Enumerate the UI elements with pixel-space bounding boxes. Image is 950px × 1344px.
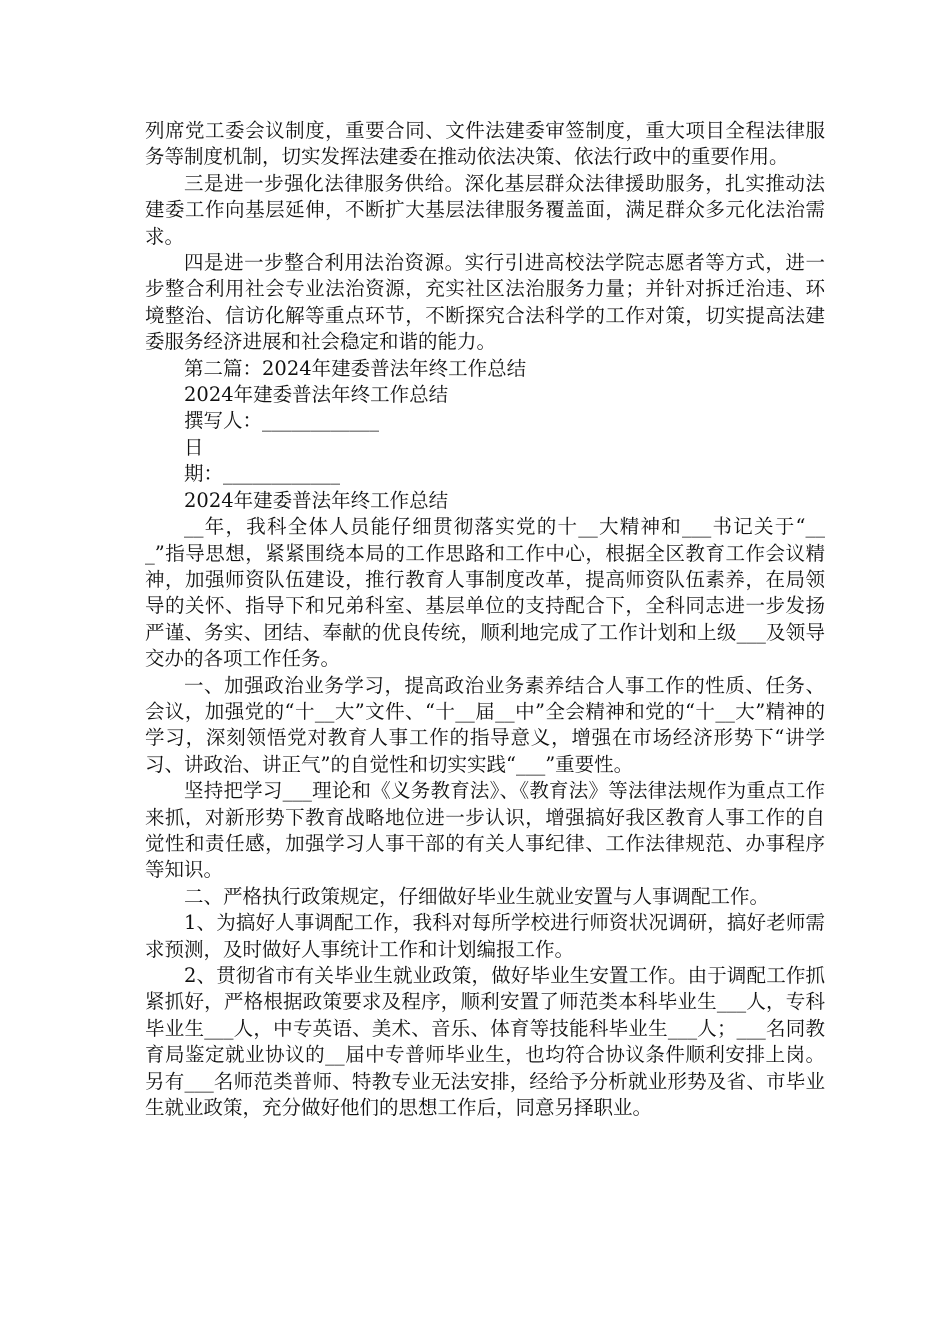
section-title: 第二篇：2024年建委普法年终工作总结 [184, 356, 527, 380]
paragraph-intro: __年，我科全体人员能仔细贯彻落实党的十__大精神和___书记关于“___”指导思想，紧紧围绕本局的工作思路和工作中心，根据全区教育工作会议精神，加强师资队伍建设，推行教育人事制度改革，提高师资队伍素养，在局领导的关怀、指导下和兄弟科室、基层单位的支持配合下，全科同志进一步发扬严谨、务实、团结、奉献的优良传统，顺利地完成了工作计划和上级___及领导交办的各项工作任务。 [145, 515, 825, 671]
paragraph-item-2: 2、贯彻省市有关毕业生就业政策，做好毕业生安置工作。由于调配工作抓紧抓好，严格根据政策要求及程序，顺利安置了师范类本科毕业生___人，专科毕业生___人，中专英语、美术、音乐、体育等技能科毕业生___人；___名同教育局鉴定就业协议的__届中专普师毕业生，也均符合协议条件顺利安排上岗。另有___名师范类普师、特教专业无法安排，经给予分析就业形势及省、市毕业生就业政策，充分做好他们的思想工作后，同意另择职业。 [145, 964, 825, 1120]
document-subtitle: 2024年建委普法年终工作总结 [184, 488, 449, 512]
paragraph-legal-services: 三是进一步强化法律服务供给。深化基层群众法律援助服务，扎实推动法建委工作向基层延伸，不断扩大基层法律服务覆盖面，满足群众多元化法治需求。 [145, 171, 825, 248]
paragraph-item-1: 1、为搞好人事调配工作，我科对每所学校进行师资状况调研，搞好老师需求预测，及时做好人事统计工作和计划编报工作。 [145, 911, 825, 961]
paragraph-political-study: 一、加强政治业务学习，提高政治业务素养结合人事工作的性质、任务、会议，加强党的“十__大”文件、“十__届__中”全会精神和党的“十__大”精神的学习，深刻领悟党对教育人事工作的指导意义，增强在市场经济形势下“讲学习、讲政治、讲正气”的自觉性和切实实践“___”重要性。 [145, 673, 825, 776]
paragraph-policy-heading: 二、严格执行政策规定，仔细做好毕业生就业安置与人事调配工作。 [184, 884, 770, 908]
author-line: 撰写人：____________ [184, 409, 380, 433]
paragraph-legal-resources: 四是进一步整合利用法治资源。实行引进高校法学院志愿者等方式，进一步整合利用社会专业法治资源，充实社区法治服务力量；并针对拆迁治违、环境整治、信访化解等重点环节，不断探究合法科学的工作对策，切实提高法建委服务经济进展和社会稳定和谐的能力。 [145, 251, 825, 354]
document-title: 2024年建委普法年终工作总结 [184, 383, 449, 407]
date-label-day: 日 [184, 435, 204, 459]
date-label-line: 期：____________ [184, 462, 341, 486]
document-page [145, 118, 825, 1121]
paragraph-continuation: 列席党工委会议制度，重要合同、文件法建委审签制度，重大项目全程法律服务等制度机制，切实发挥法建委在推动依法决策、依法行政中的重要作用。 [145, 119, 825, 169]
paragraph-law-study: 坚持把学习___理论和《义务教育法》、《教育法》等法律法规作为重点工作来抓，对新形势下教育战略地位进一步认识，增强搞好我区教育人事工作的自觉性和责任感，加强学习人事干部的有关人事纪律、工作法律规范、办事程序等知识。 [145, 779, 825, 882]
